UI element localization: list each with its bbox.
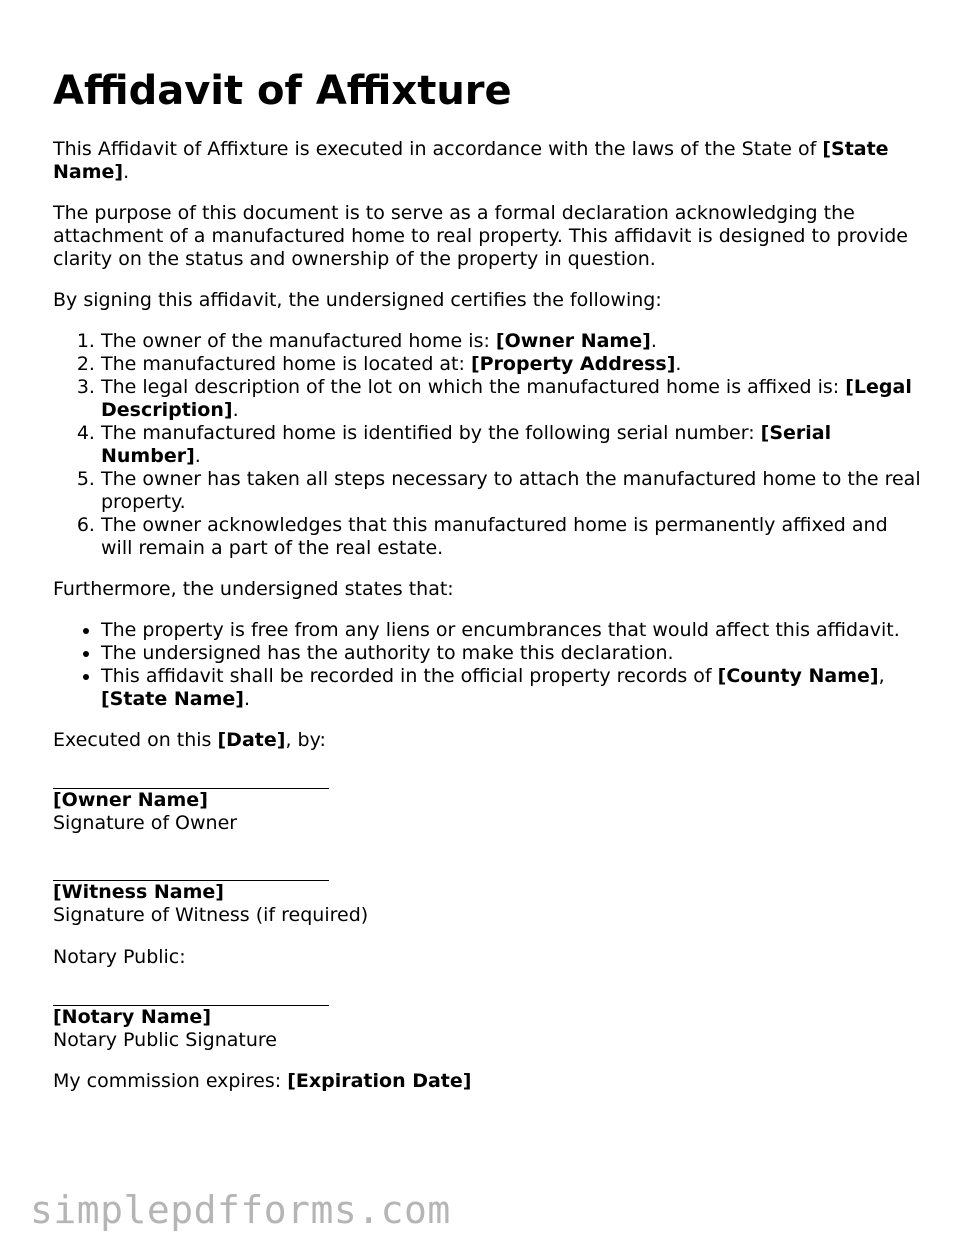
owner-signature-block	[53, 766, 923, 835]
notary-signature-line[interactable]	[53, 983, 329, 1006]
purpose-paragraph: The purpose of this document is to serve as a formal declaration acknowledging the attachment of a manufactured home to real property. This affidavit is designed to provide clarity on the status and ownership of the property in question.	[53, 202, 908, 270]
intro-text: This Affidavit of Affixture is executed in accordance with the laws of the State of	[53, 138, 823, 160]
statements-list	[53, 619, 923, 711]
witness-name-placeholder: [Witness Name]	[53, 881, 224, 903]
list-item: • The undersigned has the authority to make this declaration.	[101, 642, 923, 665]
owner-signature-line[interactable]	[53, 766, 329, 789]
list-item: 5. The owner has taken all steps necessary to attach the manufactured home to the real property.	[101, 468, 923, 514]
list-item: 1. The owner of the manufactured home is: [Owner Name].	[101, 330, 923, 353]
list-item: • The property is free from any liens or encumbrances that would affect this affidavit.	[101, 619, 923, 642]
certifies-intro: By signing this affidavit, the undersigned certifies the following:	[53, 289, 662, 311]
furthermore-intro: Furthermore, the undersigned states that:	[53, 578, 454, 600]
watermark-text: simplepdfforms.com	[30, 1188, 451, 1232]
date-placeholder: [Date]	[217, 729, 286, 751]
list-item: 6. The owner acknowledges that this manufactured home is permanently affixed and will remain a part of the real estate.	[101, 514, 923, 560]
witness-signature-caption: Signature of Witness (if required)	[53, 904, 369, 926]
state-name-placeholder: [State Name]	[53, 138, 889, 183]
list-item: 3. The legal description of the lot on which the manufactured home is affixed is: [Legal Description].	[101, 376, 923, 422]
notary-name-placeholder: [Notary Name]	[53, 1006, 212, 1028]
list-item: 2. The manufactured home is located at: [Property Address].	[101, 353, 923, 376]
commission-line: My commission expires: [Expiration Date]	[53, 1070, 472, 1092]
witness-signature-block	[53, 858, 923, 927]
notary-label: Notary Public:	[53, 946, 186, 968]
intro-paragraph: This Affidavit of Affixture is executed in accordance with the laws of the State of [State Name].	[53, 138, 889, 183]
list-item: 4. The manufactured home is identified by the following serial number: [Serial Number].	[101, 422, 923, 468]
expiration-date-placeholder: [Expiration Date]	[287, 1070, 472, 1092]
notary-signature-caption: Notary Public Signature	[53, 1029, 277, 1051]
page-title: Affidavit of Affixture	[53, 68, 512, 114]
list-item: • This affidavit shall be recorded in the official property records of [County Name], [State Name].	[101, 665, 923, 711]
owner-signature-caption: Signature of Owner	[53, 812, 238, 834]
notary-signature-block	[53, 983, 923, 1052]
document-page	[53, 66, 923, 1111]
owner-name-placeholder: [Owner Name]	[53, 789, 208, 811]
executed-line: Executed on this [Date], by:	[53, 729, 326, 751]
witness-signature-line[interactable]	[53, 858, 329, 881]
certifications-list	[53, 330, 923, 560]
